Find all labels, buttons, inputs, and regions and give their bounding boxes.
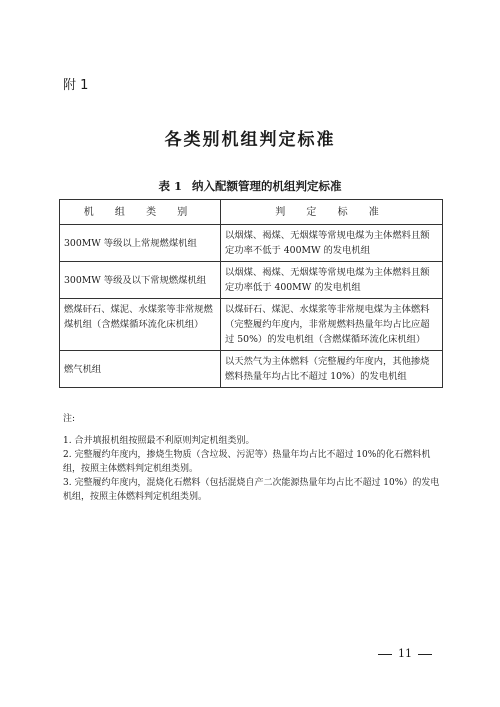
row-criterion: 以烟煤、褐煤、无烟煤等常规电煤为主体燃料且额定功率不低于 400MW 的发电机组 bbox=[221, 225, 443, 262]
page-dash-right bbox=[418, 654, 432, 655]
table-caption bbox=[0, 178, 500, 194]
page-number: 11 bbox=[398, 647, 412, 660]
notes-heading: 注: bbox=[63, 414, 76, 424]
table-caption-number: 表 1 bbox=[158, 179, 182, 193]
table-row bbox=[60, 299, 443, 351]
note-item: 2. 完整履约年度内，掺烧生物质（含垃圾、污泥等）热量年均占比不超过 10%的化石燃料机组，按照主体燃料判定机组类别。 bbox=[63, 450, 431, 474]
row-category: 燃气机组 bbox=[60, 351, 221, 388]
note-item: 3. 完整履约年度内，混烧化石燃料（包括混烧自产二次能源热量年均占比不超过 10%）的发电机组，按照主体燃料判定机组类别。 bbox=[63, 478, 440, 502]
row-criterion: 以煤矸石、煤泥、水煤浆等非常规电煤为主体燃料（完整履约年度内，非常规燃料热量年均占比应超过 50%）的发电机组（含燃煤循环流化床机组） bbox=[221, 299, 443, 351]
attachment-label: 附 1 bbox=[63, 78, 89, 93]
row-criterion: 以烟煤、褐煤、无烟煤等常规电煤为主体燃料且额定功率低于 400MW 的发电机组 bbox=[221, 262, 443, 299]
table-row bbox=[60, 225, 443, 262]
header-criterion: 判 定 标 准 bbox=[221, 200, 443, 225]
row-category: 300MW 等级以上常规燃煤机组 bbox=[60, 225, 221, 262]
table-row bbox=[60, 262, 443, 299]
row-category: 燃煤矸石、煤泥、水煤浆等非常规燃煤机组（含燃煤循环流化床机组） bbox=[60, 299, 221, 351]
note-item: 1. 合并填报机组按照最不利原则判定机组类别。 bbox=[63, 436, 255, 446]
row-criterion: 以天然气为主体燃料（完整履约年度内，其他掺烧燃料热量年均占比不超过 10%）的发电机组 bbox=[221, 351, 443, 388]
notes-section bbox=[63, 412, 443, 504]
criteria-table bbox=[59, 199, 443, 388]
table-row bbox=[60, 351, 443, 388]
page-title: 各类别机组判定标准 bbox=[164, 130, 336, 150]
table-caption-text: 纳入配额管理的机组判定标准 bbox=[192, 179, 342, 193]
table-header-row bbox=[60, 200, 443, 225]
page-footer bbox=[372, 647, 438, 660]
row-category: 300MW 等级及以下常规燃煤机组 bbox=[60, 262, 221, 299]
page-dash-left bbox=[378, 654, 392, 655]
header-category: 机 组 类 别 bbox=[60, 200, 221, 225]
